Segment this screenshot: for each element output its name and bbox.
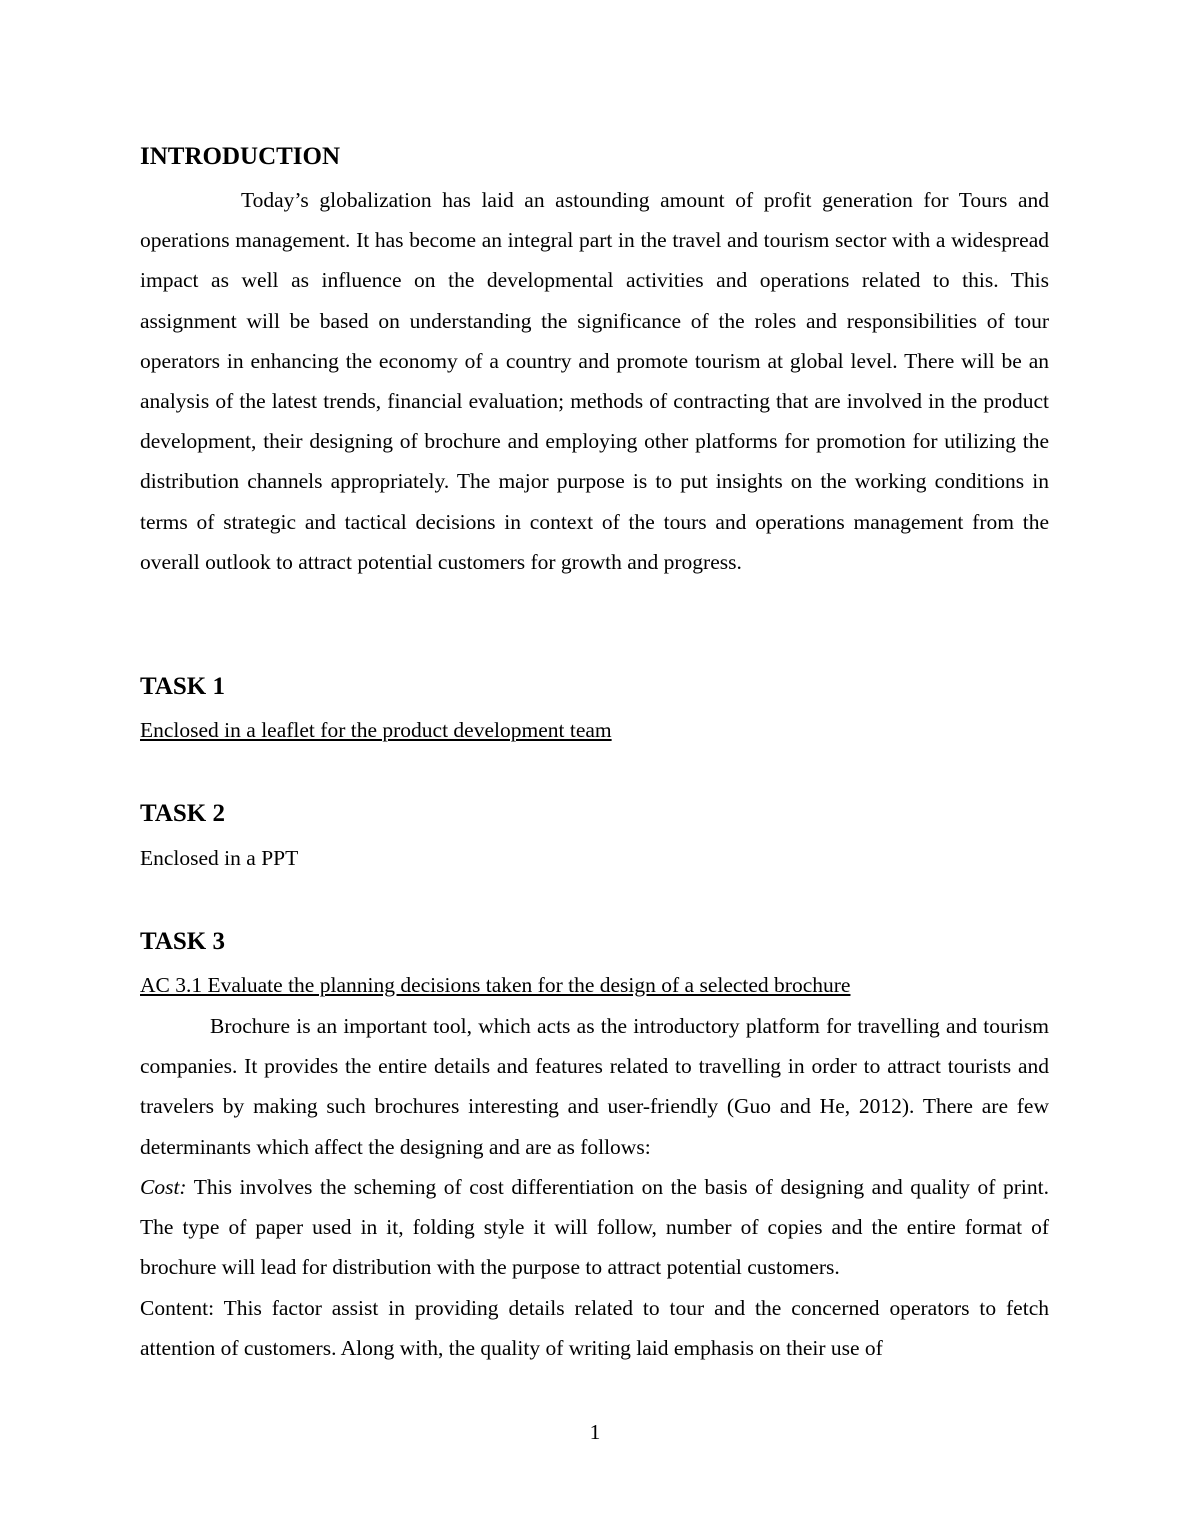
task3-subheading: AC 3.1 Evaluate the planning decisions taken for the design of a selected brochure	[140, 973, 851, 997]
page-number: 1	[589, 1420, 601, 1444]
introduction-paragraph: Today’s globalization has laid an astounding amount of profit generation for Tours and operations management. It has become an integral part in the travel and tourism sector with a widespread impact as well as influence on the developmental activities and operations related to this. This assignment will be based on understanding the significance of the roles and responsibilities of tour operators in enhancing the economy of a country and promote tourism at global level. There will be an analysis of the latest trends, financial evaluation; methods of contracting that are involved in the product development, their designing of brochure and employing other platforms for promotion for utilizing the distribution channels appropriately. The major purpose is to put insights on the working conditions in terms of strategic and tactical decisions in context of the tours and operations management from the overall outlook to attract potential customers for growth and progress.	[140, 188, 1049, 574]
cost-text: This involves the scheming of cost differentiation on the basis of designing and quality of print. The type of paper used in it, folding style it will follow, number of copies and the entire format of brochure will lead for distribution with the purpose to attract potential customers.	[140, 1175, 1049, 1280]
cost-paragraph	[140, 1167, 1049, 1288]
task1-subheading: Enclosed in a leaflet for the product development team	[140, 718, 612, 742]
brochure-paragraph: Brochure is an important tool, which acts as the introductory platform for travelling and tourism companies. It provides the entire details and features related to travelling in order to attract tourists and travelers by making such brochures interesting and user-friendly (Guo and He, 2012). There are few determinants which affect the designing and are as follows:	[140, 1014, 1049, 1159]
task3-heading: TASK 3	[140, 928, 225, 955]
cost-label: Cost:	[140, 1175, 187, 1199]
content-paragraph: Content: This factor assist in providing details related to tour and the concerned operators to fetch attention of customers. Along with, the quality of writing laid emphasis on their use of	[140, 1296, 1049, 1361]
task2-text: Enclosed in a PPT	[140, 846, 299, 870]
task1-heading: TASK 1	[140, 673, 225, 700]
task2-heading: TASK 2	[140, 800, 225, 827]
introduction-heading: INTRODUCTION	[140, 143, 341, 170]
